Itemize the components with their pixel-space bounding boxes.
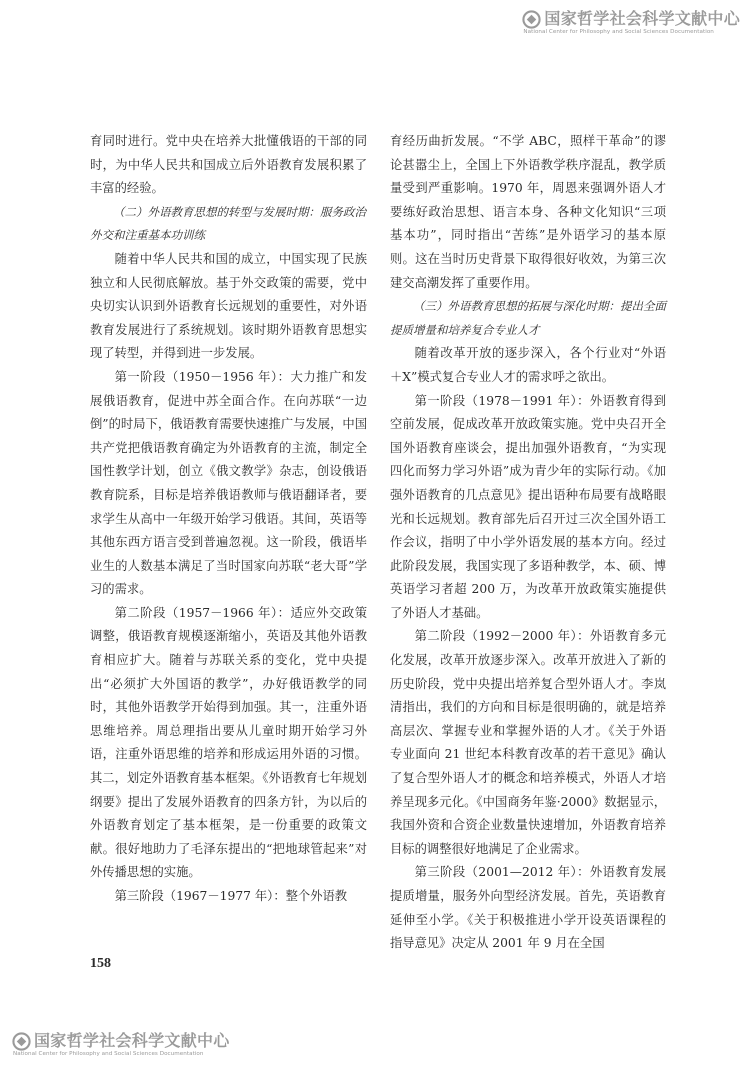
watermark-bottom	[12, 1031, 230, 1058]
watermark-title: 国家哲学社会科学文献中心	[34, 1031, 230, 1050]
page-number: 158	[90, 956, 111, 971]
body-paragraph: 第二阶段（1992－2000 年）：外语教育多元化发展，改革开放逐步深入。改革开放进入了新的历史阶段，党中央提出培养复合型外语人才。李岚清指出，我们的方向和目标是很明确的，就是培养高层次、掌握专业和掌握外语的人才。《关于外语专业面向 21 世纪本科教育改革的若干意见》确认了复合型外语人才的概念和培养模式，外语人才培养呈现多元化。《中国商务年鉴·2000》数据显示，我国外资和合资企业数量快速增加，外语教育培养目标的调整很好地满足了企业需求。	[390, 629, 666, 856]
ncpssd-logo-icon	[12, 1032, 31, 1051]
body-paragraph: 第三阶段（1967－1977 年）：整个外语教	[114, 889, 348, 903]
watermark-top	[522, 9, 740, 36]
section-heading: （二）外语教育思想的转型与发展时期：服务政治外交和注重基本功训练	[90, 204, 366, 243]
right-text-column	[390, 130, 666, 956]
watermark-subtitle: National Center for Philosophy and Social Sciences Documentation	[13, 1051, 204, 1057]
body-paragraph: 育同时进行。党中央在培养大批懂俄语的干部的同时，为中华人民共和国成立后外语教育发展积累了丰富的经验。	[90, 134, 367, 196]
watermark-title: 国家哲学社会科学文献中心	[544, 9, 740, 28]
body-paragraph: 第一阶段（1950－1956 年）：大力推广和发展俄语教育，促进中苏全面合作。在向苏联“一边倒”的时局下，俄语教育需要快速推广与发展，中国共产党把俄语教育确定为外语教育的主流，制定全国性教学计划，创立《俄文教学》杂志，创设俄语教育院系，目标是培养俄语教师与俄语翻译者，要求学生从高中一年级开始学习俄语。其间，英语等其他东西方语言受到普遍忽视。这一阶段，俄语毕业生的人数基本满足了当时国家向苏联“老大哥”学习的需求。	[90, 369, 367, 597]
body-paragraph: 第一阶段（1978－1991 年）：外语教育得到空前发展，促成改革开放政策实施。党中央召开全国外语教育座谈会，提出加强外语教育，“为实现四化而努力学习外语”成为青少年的实际行动。《加强外语教育的几点意见》提出语种布局要有战略眼光和长远规划。教育部先后召开过三次全国外语工作会议，指明了中小学外语发展的基本方向。经过此阶段发展，我国实现了多语种教学，本、硕、博英语学习者超 200 万，为改革开放政策实施提供了外语人才基础。	[390, 393, 666, 620]
body-paragraph: 第二阶段（1957－1966 年）：适应外交政策调整，俄语教育规模逐渐缩小，英语及其他外语教育相应扩大。随着与苏联关系的变化，党中央提出“必须扩大外国语的教学”，办好俄语教学的同时，其他外语教学开始得到加强。其一，注重外语思维培养。周总理指出要从儿童时期开始学习外语，注重外语思维的培养和形成运用外语的习惯。其二，划定外语教育基本框架。《外语教育七年规划纲要》提出了发展外语教育的四条方针，为以后的外语教育划定了基本框架，是一份重要的政策文献。很好地助力了毛泽东提出的“把地球管起来”对外传播思想的实施。	[90, 605, 367, 880]
watermark-subtitle: National Center for Philosophy and Social Sciences Documentation	[523, 29, 714, 35]
left-text-column	[90, 130, 367, 909]
body-paragraph: 育经历曲折发展。“不学 ABC，照样干革命”的谬论甚嚣尘上，全国上下外语教学秩序混乱，教学质量受到严重影响。1970 年，周恩来强调外语人才要练好政治思想、语言本身、各种文化知识“三项基本功”，同时指出“苦练”是外语学习的基本原则。这在当时历史背景下取得很好收效，为第三次建交高潮发挥了重要作用。	[390, 134, 666, 290]
body-paragraph: 随着中华人民共和国的成立，中国实现了民族独立和人民彻底解放。基于外交政策的需要，党中央切实认识到外语教育长远规划的重要性，对外语教育发展进行了系统规划。该时期外语教育思想实现了转型，并得到进一步发展。	[90, 251, 367, 361]
ncpssd-logo-icon	[522, 10, 541, 29]
body-paragraph: 随着改革开放的逐步深入，各个行业对“外语＋X”模式复合专业人才的需求呼之欲出。	[390, 346, 666, 384]
body-paragraph: 第三阶段（2001—2012 年）：外语教育发展提质增量，服务外向型经济发展。首先，英语教育延伸至小学。《关于积极推进小学开设英语课程的指导意见》决定从 2001 年 9 月在全国	[390, 865, 666, 951]
section-heading: （三）外语教育思想的拓展与深化时期：提出全面提质增量和培养复合专业人才	[390, 299, 666, 337]
